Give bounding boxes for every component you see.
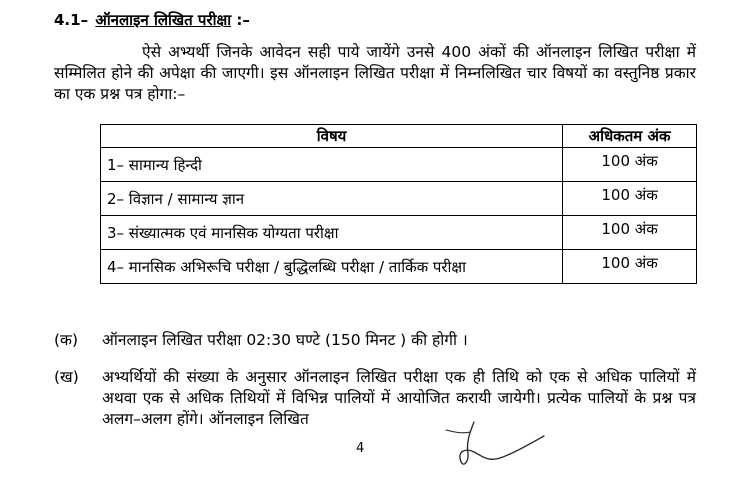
subjects-table [100, 124, 697, 284]
section-number: 4.1– [54, 11, 89, 29]
item-text: ऑनलाइन लिखित परीक्षा 02:30 घण्टे (150 मिनट ) की होगी । [102, 331, 468, 349]
table-row [101, 250, 697, 284]
signature-scribble [440, 418, 550, 478]
marks-cell: 100 अंक [563, 216, 697, 250]
table-header-row [101, 125, 697, 148]
intro-paragraph [54, 42, 696, 105]
header-subject: विषय [101, 125, 563, 148]
item-marker: (क) [54, 331, 78, 349]
header-max-marks: अधिकतम अंक [563, 125, 697, 148]
marks-cell: 100 अंक [563, 250, 697, 284]
marks-cell: 100 अंक [563, 182, 697, 216]
table-row [101, 182, 697, 216]
subject-cell: 4– मानसिक अभिरूचि परीक्षा / बुद्धिलब्धि परीक्षा / तार्किक परीक्षा [101, 250, 563, 284]
item-text: अभ्यर्थियों की संख्या के अनुसार ऑनलाइन लिखित परीक्षा एक ही तिथि को एक से अधिक पालियों में अथवा एक से अधिक तिथियों में विभिन्न पालियों में आयोजित करायी जायेगी। प्रत्येक पालियों के प्रश्न पत्र अलग–अलग होंगे। ऑनलाइन लिखित [102, 368, 696, 428]
subject-cell: 2– विज्ञान / सामान्य ज्ञान [101, 182, 563, 216]
section-suffix: :– [236, 11, 250, 29]
table-row [101, 216, 697, 250]
page-number: 4 [356, 441, 365, 456]
subject-cell: 3– संख्यात्मक एवं मानसिक योग्यता परीक्षा [101, 216, 563, 250]
intro-paragraph-text: ऐसे अभ्यर्थी जिनके आवेदन सही पाये जायेंगे उनसे 400 अंकों की ऑनलाइन लिखित परीक्षा में सम्मिलित होने की अपेक्षा की जाएगी। इस ऑनलाइन लिखित परीक्षा में निम्नलिखित चार विषयों का वस्तुनिष्ठ प्रकार का एक प्रश्न पत्र होगा:– [54, 43, 696, 103]
marks-cell: 100 अंक [563, 148, 697, 182]
item-marker: (ख) [54, 368, 79, 386]
section-title: ऑनलाइन लिखित परीक्षा [95, 11, 232, 29]
section-heading [54, 10, 250, 30]
table-row [101, 148, 697, 182]
subject-cell: 1– सामान्य हिन्दी [101, 148, 563, 182]
